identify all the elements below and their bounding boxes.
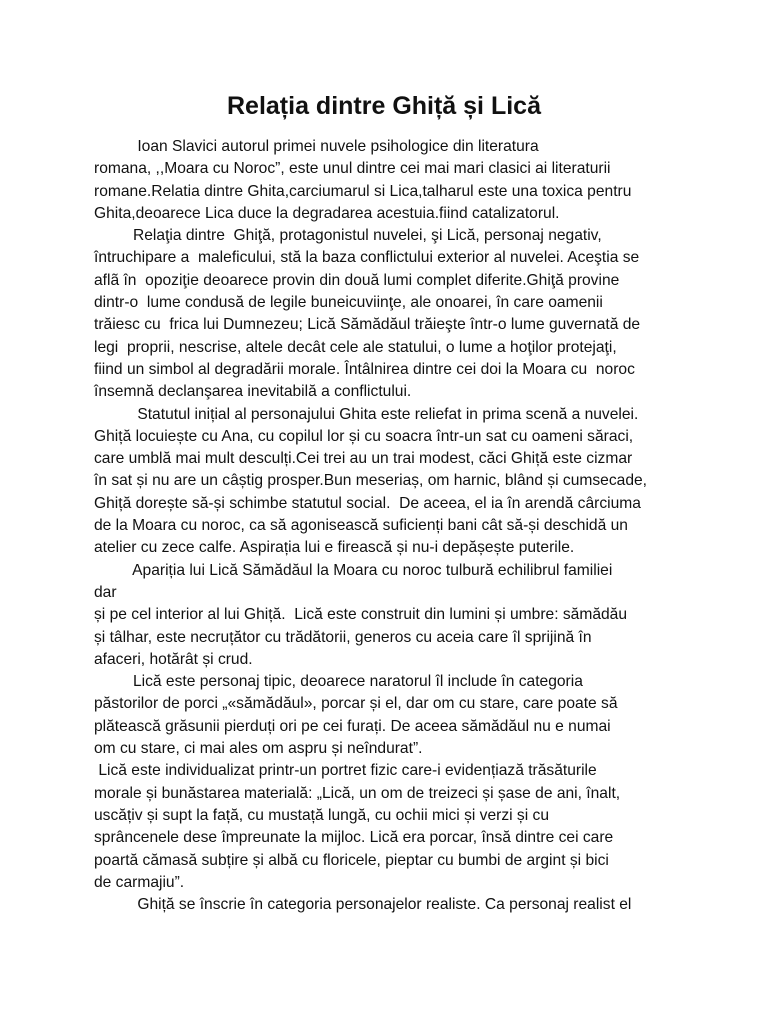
text-line: atelier cu zece calfe. Aspirația lui e firească și nu-i depășește puterile. <box>94 539 575 557</box>
text-line: morale și bunăstarea materială: „Lică, un om de treizeci și șase de ani, înalt, <box>94 784 621 802</box>
text-line: în sat și nu are un câștig prosper.Bun meseriaș, om harnic, blând și cumsecade, <box>94 472 647 490</box>
text-line: însemnă declanşarea inevitabilă a conflictului. <box>94 383 412 401</box>
text-line: Ghita,deoarece Lica duce la degradarea acestuia.fiind catalizatorul. <box>94 204 560 222</box>
text-line: fiind un simbol al degradării morale. Întâlnirea dintre cei doi la Moara cu noroc <box>94 360 635 378</box>
text-line: de carmajiu”. <box>94 873 185 891</box>
text-line: romana, ,,Moara cu Noroc”, este unul dintre cei mai mari clasici ai literaturii <box>94 160 611 178</box>
text-line: și tâlhar, este necruțător cu trădătorii, generos cu aceia care îl sprijină în <box>94 628 592 646</box>
text-line: Ghiță locuiește cu Ana, cu copilul lor și cu soacra într-un sat cu oameni săraci, <box>94 427 634 445</box>
text-line: dintr-o lume condusă de legile buneicuviinţe, ale onoarei, în care oamenii <box>94 294 603 312</box>
text-line: sprâncenele dese împreunate la mijloc. Lică era porcar, însă dintre cei care <box>94 829 614 847</box>
document-title: Relația dintre Ghiță și Lică <box>227 92 541 120</box>
text-line: aflã în opoziţie deoarece provin din două lumi complet diferite.Ghiţă provine <box>94 271 620 289</box>
text-line: Ioan Slavici autorul primei nuvele psihologice din literatura <box>94 138 539 155</box>
text-line: Lică este individualizat printr-un portret fizic care-i evidențiază trăsăturile <box>94 762 597 780</box>
document-body <box>94 136 694 916</box>
text-line: om cu stare, ci mai ales om aspru și neîndurat”. <box>94 740 423 758</box>
text-line: Statutul inițial al personajului Ghita este reliefat in prima scenă a nuvelei. <box>94 405 639 423</box>
text-line: Ghiță se înscrie în categoria personajelor realiste. Ca personaj realist el <box>94 896 632 914</box>
text-line: uscățiv și supt la față, cu mustață lungă, cu ochii mici și verzi și cu <box>94 806 549 824</box>
text-line: întruchipare a maleficului, stă la baza conflictului exterior al nuvelei. Aceştia se <box>94 249 640 267</box>
text-line: afaceri, hotărât și crud. <box>94 650 253 668</box>
text-line: poartă cămasă subțire și albă cu floricele, pieptar cu bumbi de argint și bici <box>94 851 609 869</box>
text-line: Lică este personaj tipic, deoarece naratorul îl include în categoria <box>94 673 583 691</box>
text-line: păstorilor de porci „«sămădăul», porcar și el, dar om cu stare, care poate să <box>94 695 618 713</box>
text-line: și pe cel interior al lui Ghiță. Lică este construit din lumini și umbre: sămădău <box>94 606 628 624</box>
text-line: de la Moara cu noroc, ca să agonisească suficienți bani cât să-și deschidă un <box>94 517 628 535</box>
text-line: trăiesc cu frica lui Dumnezeu; Lică Sămădăul trăieşte într-o lume guvernată de <box>94 316 641 334</box>
text-line: Relaţia dintre Ghiţă, protagonistul nuvelei, şi Lică, personaj negativ, <box>94 227 602 245</box>
text-line: romane.Relatia dintre Ghita,carciumarul si Lica,talharul este una toxica pentru <box>94 182 632 200</box>
text-line: plătească grăsunii pierduți ori pe cei furați. De aceea sămădăul nu e numai <box>94 717 611 735</box>
text-line: Ghiță dorește să-și schimbe statutul social. De aceea, el ia în arendă cârciuma <box>94 494 641 512</box>
text-line: Apariția lui Lică Sămădăul la Moara cu noroc tulbură echilibrul familiei <box>94 561 613 579</box>
text-line: legi proprii, nescrise, altele decât cele ale statului, o lume a hoţilor protejaţi, <box>94 338 617 356</box>
text-line: care umblă mai mult desculți.Cei trei au un trai modest, căci Ghiță este cizmar <box>94 450 633 468</box>
text-line: dar <box>94 583 117 601</box>
